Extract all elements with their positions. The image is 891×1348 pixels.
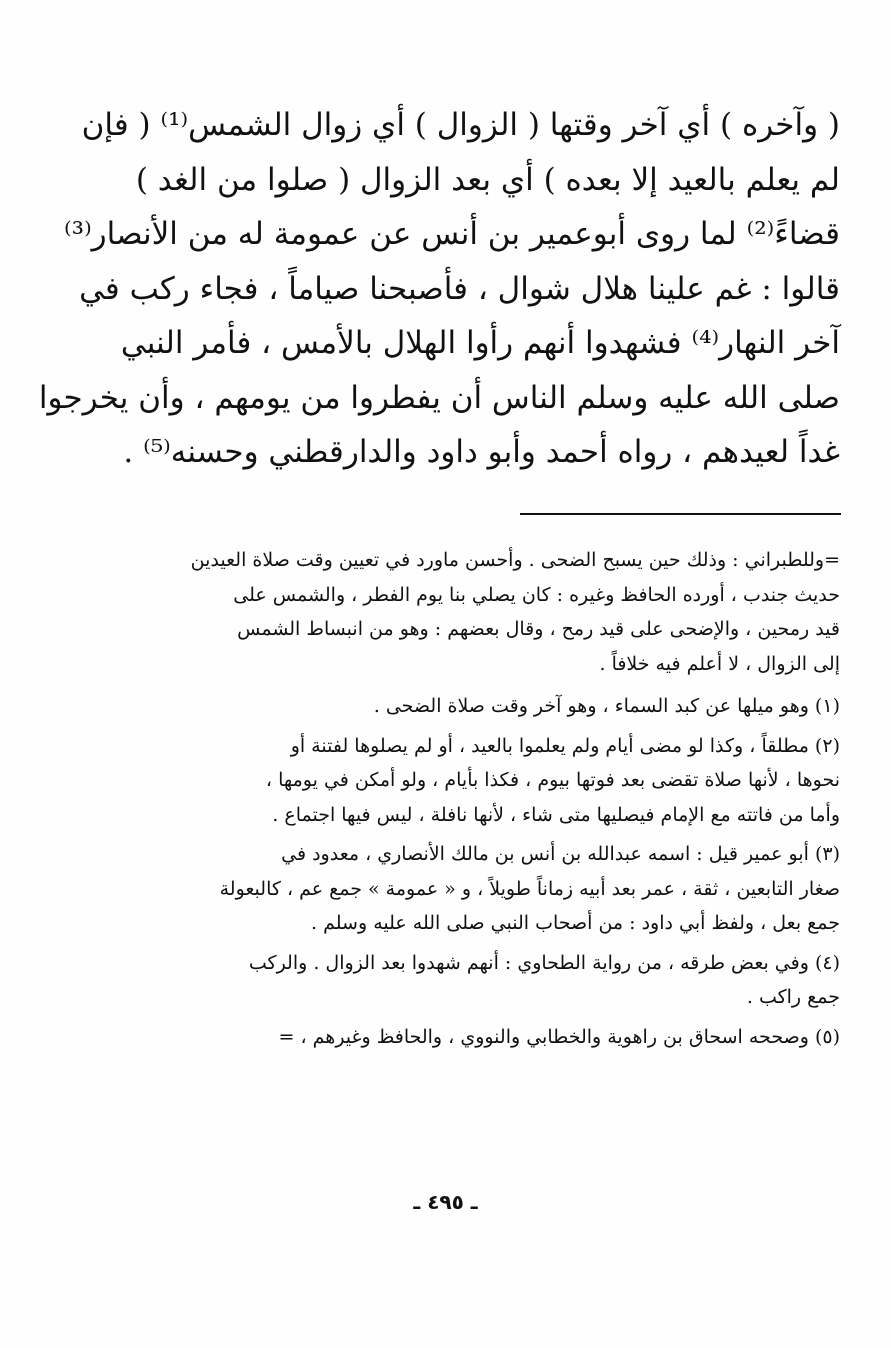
- footnote-line: وأما من فاتته مع الإمام فيصليها متى شاء ، لأنها نافلة ، ليس فيها اجتماع .: [272, 803, 840, 826]
- main-text-line: لم يعلم بالعيد إلا بعده ) أي بعد الزوال ( صلوا من الغد ): [135, 161, 840, 198]
- footnote-line: إلى الزوال ، لا أعلم فيه خلافاً .: [599, 652, 840, 675]
- main-text-line: قضاءً⁽²⁾ لما روى أبوعمير بن أنس عن عمومة له من الأنصار⁽³⁾: [64, 216, 840, 252]
- footnote-line: حديث جندب ، أورده الحافظ وغيره : كان يصلي بنا يوم الفطر ، والشمس على: [233, 583, 840, 606]
- footnotes: [108, 543, 840, 1059]
- footnote-1: [108, 689, 840, 724]
- main-text-line: قالوا : غم علينا هلال شوال ، فأصبحنا صياماً ، فجاء ركب في: [79, 270, 840, 307]
- footnote-4: [108, 946, 840, 1015]
- footnote-separator: [520, 513, 841, 515]
- main-text: [38, 98, 840, 480]
- footnote-5: [108, 1020, 840, 1055]
- main-text-line: ( وآخره ) أي آخر وقتها ( الزوال ) أي زوال الشمس⁽¹⁾ ( فإن: [81, 107, 840, 143]
- footnote-line: صغار التابعين ، ثقة ، عمر بعد أبيه زماناً طويلاً ، و « عمومة » جمع عم ، كالبعولة: [219, 877, 840, 900]
- footnote-2: [108, 729, 840, 833]
- page-number: ـ ٤٩٥ ـ: [413, 1190, 478, 1214]
- footnote-line: (٣) أبو عمير قيل : اسمه عبدالله بن أنس بن مالك الأنصاري ، معدود في: [281, 843, 840, 865]
- footnote-line: (٢) مطلقاً ، وكذا لو مضى أيام ولم يعلموا بالعيد ، أو لم يصلوها لفتنة أو: [290, 734, 840, 757]
- footnote-line: قيد رمحين ، والإضحى على قيد رمح ، وقال بعضهم : وهو من انبساط الشمس: [237, 618, 840, 640]
- footnote-line: جمع راكب .: [746, 986, 840, 1008]
- footnote-line: (١) وهو ميلها عن كبد السماء ، وهو آخر وقت صلاة الضحى .: [373, 695, 840, 717]
- footnote-continuation: [108, 543, 840, 681]
- footnote-3: [108, 837, 840, 941]
- main-text-line: غداً لعيدهم ، رواه أحمد وأبو داود والدارقطني وحسنه⁽⁵⁾ .: [123, 434, 840, 470]
- main-text-line: آخر النهار⁽⁴⁾ فشهدوا أنهم رأوا الهلال بالأمس ، فأمر النبي: [120, 325, 840, 361]
- footnote-line: (٤) وفي بعض طرقه ، من رواية الطحاوي : أنهم شهدوا بعد الزوال . والركب: [248, 951, 840, 974]
- footnote-line: (٥) وصححه اسحاق بن راهوية والخطابي والنووي ، والحافظ وغيرهم ، =: [278, 1025, 840, 1048]
- footnote-line: =وللطبراني : وذلك حين يسبح الضحى . وأحسن ماورد في تعيين وقت صلاة العيدين: [190, 549, 840, 571]
- footnote-line: جمع بعل ، ولفظ أبي داود : من أصحاب النبي صلى الله عليه وسلم .: [311, 912, 840, 934]
- footnote-line: نحوها ، لأنها صلاة تقضى بعد فوتها بيوم ، فكذا بأيام ، ولو أمكن في يومها ،: [265, 769, 840, 791]
- main-text-line: صلى الله عليه وسلم الناس أن يفطروا من يومهم ، وأن يخرجوا: [38, 379, 840, 416]
